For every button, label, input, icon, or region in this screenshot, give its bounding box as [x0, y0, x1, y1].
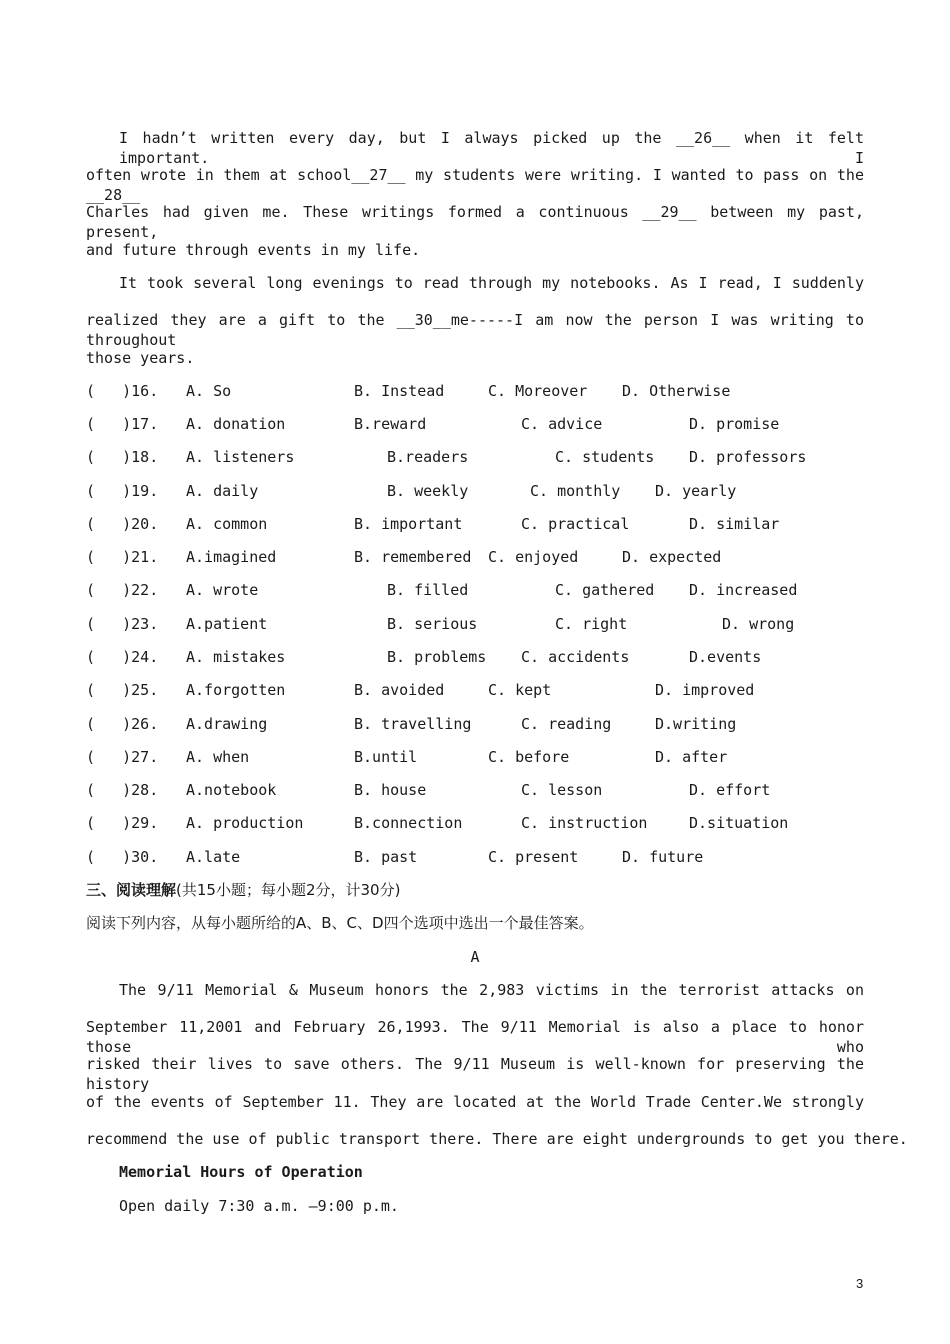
option-c: C. before	[488, 748, 570, 766]
section-heading	[86, 880, 864, 900]
passage-line: and future through events in my life.	[86, 241, 421, 259]
option-b: B. weekly	[387, 482, 469, 500]
hours-text: Open daily 7:30 a.m. —9:00 p.m.	[119, 1197, 399, 1215]
passage-line: those years.	[86, 349, 195, 367]
option-b: B.connection	[354, 814, 463, 832]
option-a: A. common	[186, 515, 268, 533]
option-d: D. after	[655, 748, 728, 766]
option-d: D. future	[622, 848, 704, 866]
reading-line: recommend the use of public transport there. There are eight undergrounds to get you there.	[86, 1130, 908, 1148]
option-d: D. professors	[689, 448, 807, 466]
option-c: C. gathered	[555, 581, 655, 599]
option-b: B. Instead	[354, 382, 445, 400]
question-number: ( )17.	[86, 415, 159, 433]
question-number: ( )25.	[86, 681, 159, 699]
option-b: B. past	[354, 848, 418, 866]
option-d: D. Otherwise	[622, 382, 731, 400]
option-b: B.until	[354, 748, 418, 766]
option-c: C. instruction	[521, 814, 648, 832]
part-label: A	[470, 948, 480, 966]
question-number: ( )29.	[86, 814, 159, 832]
option-d: D. promise	[689, 415, 780, 433]
reading-line: The 9/11 Memorial & Museum honors the 2,983 victims in the terrorist attacks on	[119, 981, 864, 999]
option-c: C. advice	[521, 415, 603, 433]
reading-line: September 11,2001 and February 26,1993. The 9/11 Memorial is also a place to honor those who	[86, 1018, 864, 1056]
option-d: D. effort	[689, 781, 771, 799]
question-number: ( )23.	[86, 615, 159, 633]
option-a: A. So	[186, 382, 232, 400]
option-b: B. remembered	[354, 548, 472, 566]
option-b: B. important	[354, 515, 463, 533]
option-b: B.readers	[387, 448, 469, 466]
option-d: D.writing	[655, 715, 737, 733]
option-d: D. yearly	[655, 482, 737, 500]
option-c: C. practical	[521, 515, 630, 533]
question-number: ( )21.	[86, 548, 159, 566]
option-c: C. right	[555, 615, 628, 633]
option-a: A.forgotten	[186, 681, 286, 699]
section-note: (共15小题；每小题2分，计30分)	[176, 881, 401, 899]
option-c: C. accidents	[521, 648, 630, 666]
option-a: A. when	[186, 748, 250, 766]
question-number: ( )19.	[86, 482, 159, 500]
option-b: B. problems	[387, 648, 487, 666]
option-c: C. present	[488, 848, 579, 866]
reading-line: risked their lives to save others. The 9/11 Museum is well-known for preserving the history	[86, 1055, 864, 1093]
option-d: D. increased	[689, 581, 798, 599]
option-d: D. expected	[622, 548, 722, 566]
reading-line: of the events of September 11. They are located at the World Trade Center.We strongly	[86, 1093, 864, 1111]
question-number: ( )30.	[86, 848, 159, 866]
option-a: A.notebook	[186, 781, 277, 799]
option-c: C. monthly	[530, 482, 621, 500]
passage-line: Charles had given me. These writings formed a continuous __29__ between my past, present,	[86, 203, 864, 241]
option-d: D. wrong	[722, 615, 795, 633]
option-d: D.situation	[689, 814, 789, 832]
option-b: B.reward	[354, 415, 427, 433]
option-b: B. serious	[387, 615, 478, 633]
option-c: C. students	[555, 448, 655, 466]
option-b: B. house	[354, 781, 427, 799]
option-c: C. lesson	[521, 781, 603, 799]
option-c: C. enjoyed	[488, 548, 579, 566]
passage-line: realized they are a gift to the __30__me-----I am now the person I was writing to throughout	[86, 311, 864, 349]
option-a: A. donation	[186, 415, 286, 433]
option-a: A.drawing	[186, 715, 268, 733]
question-number: ( )20.	[86, 515, 159, 533]
option-b: B. travelling	[354, 715, 472, 733]
question-number: ( )18.	[86, 448, 159, 466]
passage-line: often wrote in them at school__27__ my students were writing. I wanted to pass on the __28__	[86, 166, 864, 204]
question-number: ( )28.	[86, 781, 159, 799]
question-number: ( )16.	[86, 382, 159, 400]
question-number: ( )27.	[86, 748, 159, 766]
option-d: D.events	[689, 648, 762, 666]
option-a: A.patient	[186, 615, 268, 633]
section-title: 三、阅读理解	[86, 881, 177, 899]
option-b: B. filled	[387, 581, 469, 599]
option-a: A.imagined	[186, 548, 277, 566]
option-a: A. production	[186, 814, 304, 832]
option-d: D. similar	[689, 515, 780, 533]
option-a: A. wrote	[186, 581, 259, 599]
page-number: 3	[856, 1276, 864, 1291]
option-d: D. improved	[655, 681, 755, 699]
hours-title: Memorial Hours of Operation	[119, 1163, 363, 1181]
option-c: C. kept	[488, 681, 552, 699]
option-a: A. mistakes	[186, 648, 286, 666]
section-instruction: 阅读下列内容，从每小题所给的A、B、C、D四个选项中选出一个最佳答案。	[86, 914, 594, 932]
option-c: C. Moreover	[488, 382, 588, 400]
question-number: ( )24.	[86, 648, 159, 666]
passage-line: I hadn’t written every day, but I always picked up the __26__ when it felt important. I	[119, 129, 864, 167]
passage-line: It took several long evenings to read through my notebooks. As I read, I suddenly	[119, 274, 864, 292]
option-c: C. reading	[521, 715, 612, 733]
option-b: B. avoided	[354, 681, 445, 699]
option-a: A. daily	[186, 482, 259, 500]
question-number: ( )22.	[86, 581, 159, 599]
option-a: A.late	[186, 848, 241, 866]
option-a: A. listeners	[186, 448, 295, 466]
question-number: ( )26.	[86, 715, 159, 733]
